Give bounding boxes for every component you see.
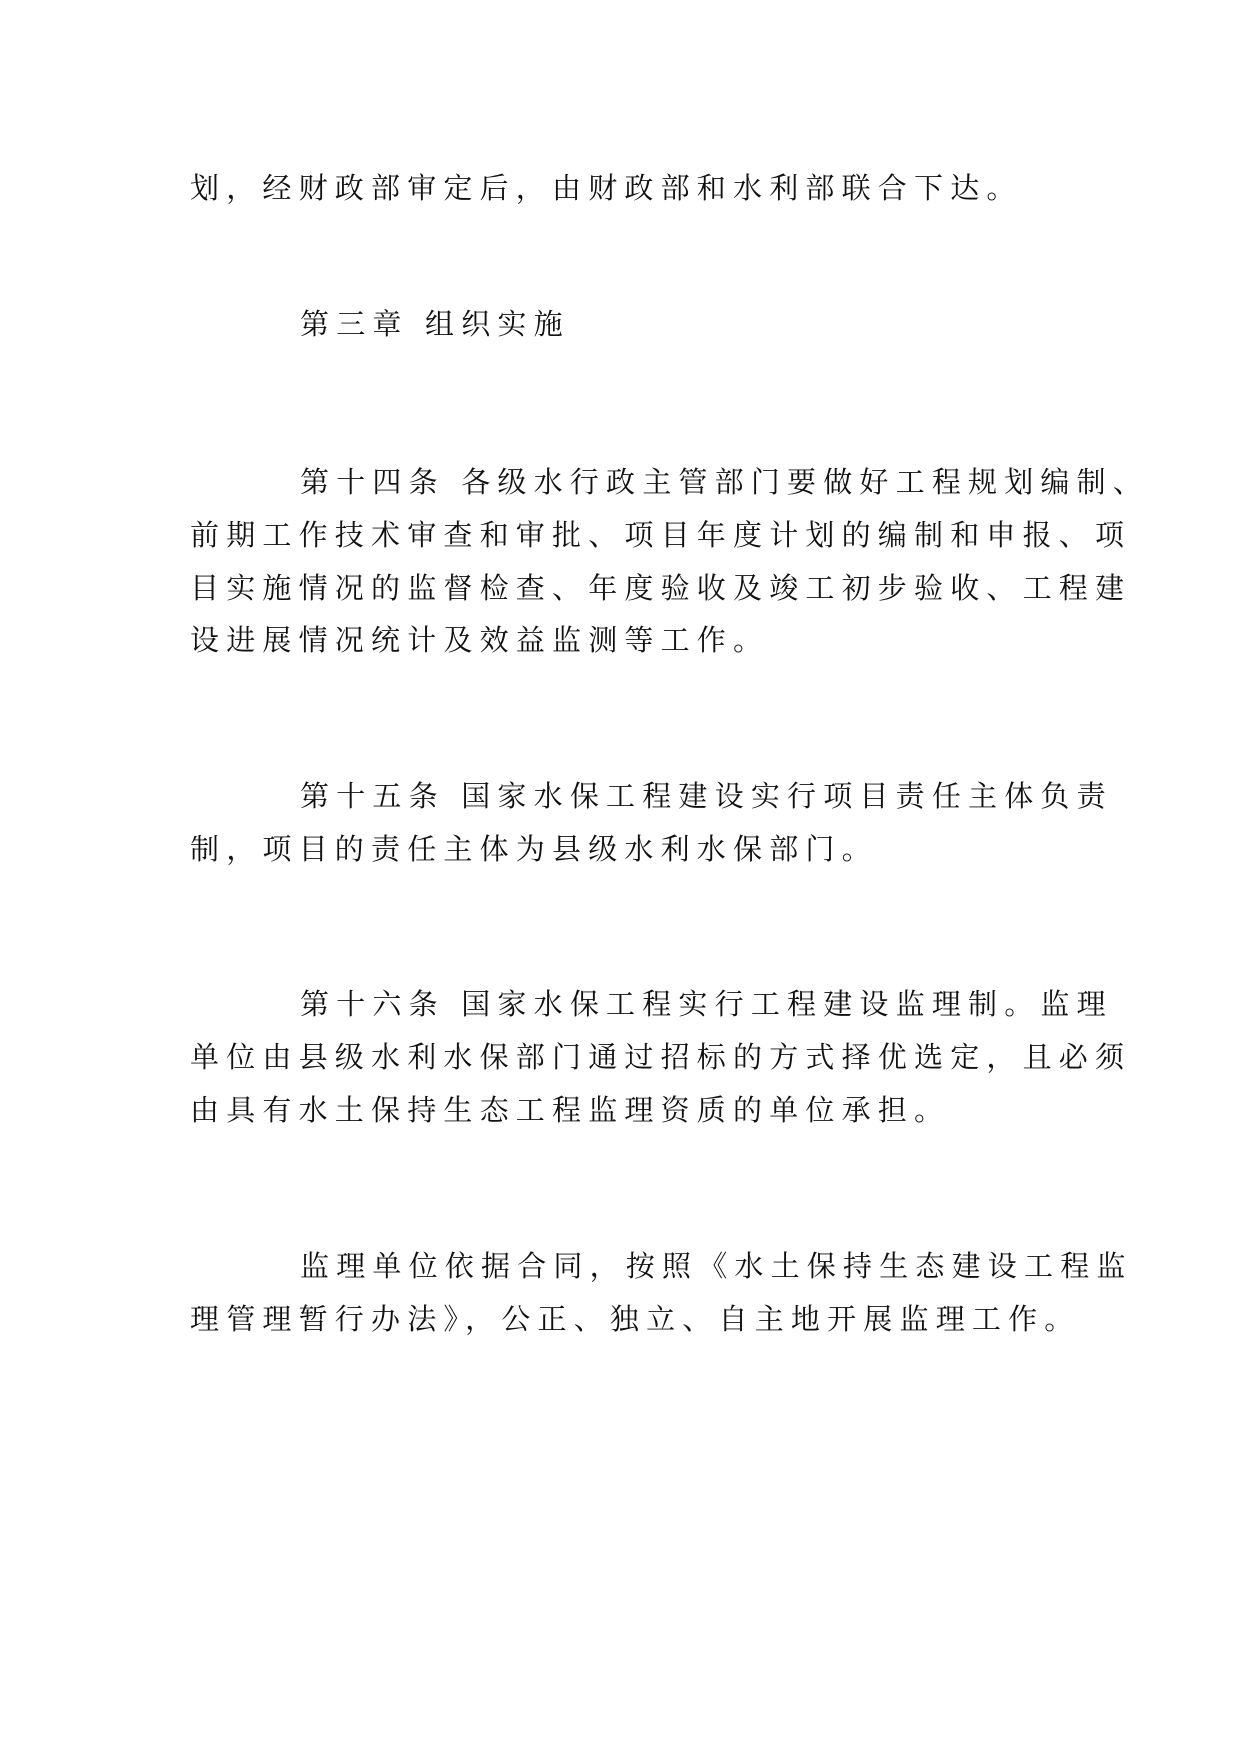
article-15-line-2: 制，项目的责任主体为县级水利水保部门。	[190, 832, 878, 866]
article-16-line-3: 由具有水土保持生态工程监理资质的单位承担。	[190, 1093, 951, 1127]
article-14-line-2: 前期工作技术审查和审批、项目年度计划的编制和申报、项	[190, 518, 1132, 552]
article-14-line-4: 设进展情况统计及效益监测等工作。	[190, 623, 770, 657]
article-16-line-2: 单位由县级水利水保部门通过招标的方式择优选定，且必须	[190, 1040, 1132, 1074]
supervision-paragraph-line-1: 监理单位依据合同，按照《水土保持生态建设工程监	[300, 1249, 1133, 1283]
supervision-paragraph-line-2: 理管理暂行办法》，公正、独立、自主地开展监理工作。	[190, 1302, 1081, 1336]
paragraph-continuation-line: 划，经财政部审定后，由财政部和水利部联合下达。	[190, 171, 1023, 205]
chapter-heading: 第三章 组织实施	[300, 307, 570, 341]
article-14-line-1: 第十四条 各级水行政主管部门要做好工程规划编制、	[300, 465, 1150, 499]
article-14-line-3: 目实施情况的监督检查、年度验收及竣工初步验收、工程建	[190, 571, 1132, 605]
article-15-line-1: 第十五条 国家水保工程建设实行项目责任主体负责	[300, 779, 1113, 813]
article-16-line-1: 第十六条 国家水保工程实行工程建设监理制。监理	[300, 987, 1113, 1021]
